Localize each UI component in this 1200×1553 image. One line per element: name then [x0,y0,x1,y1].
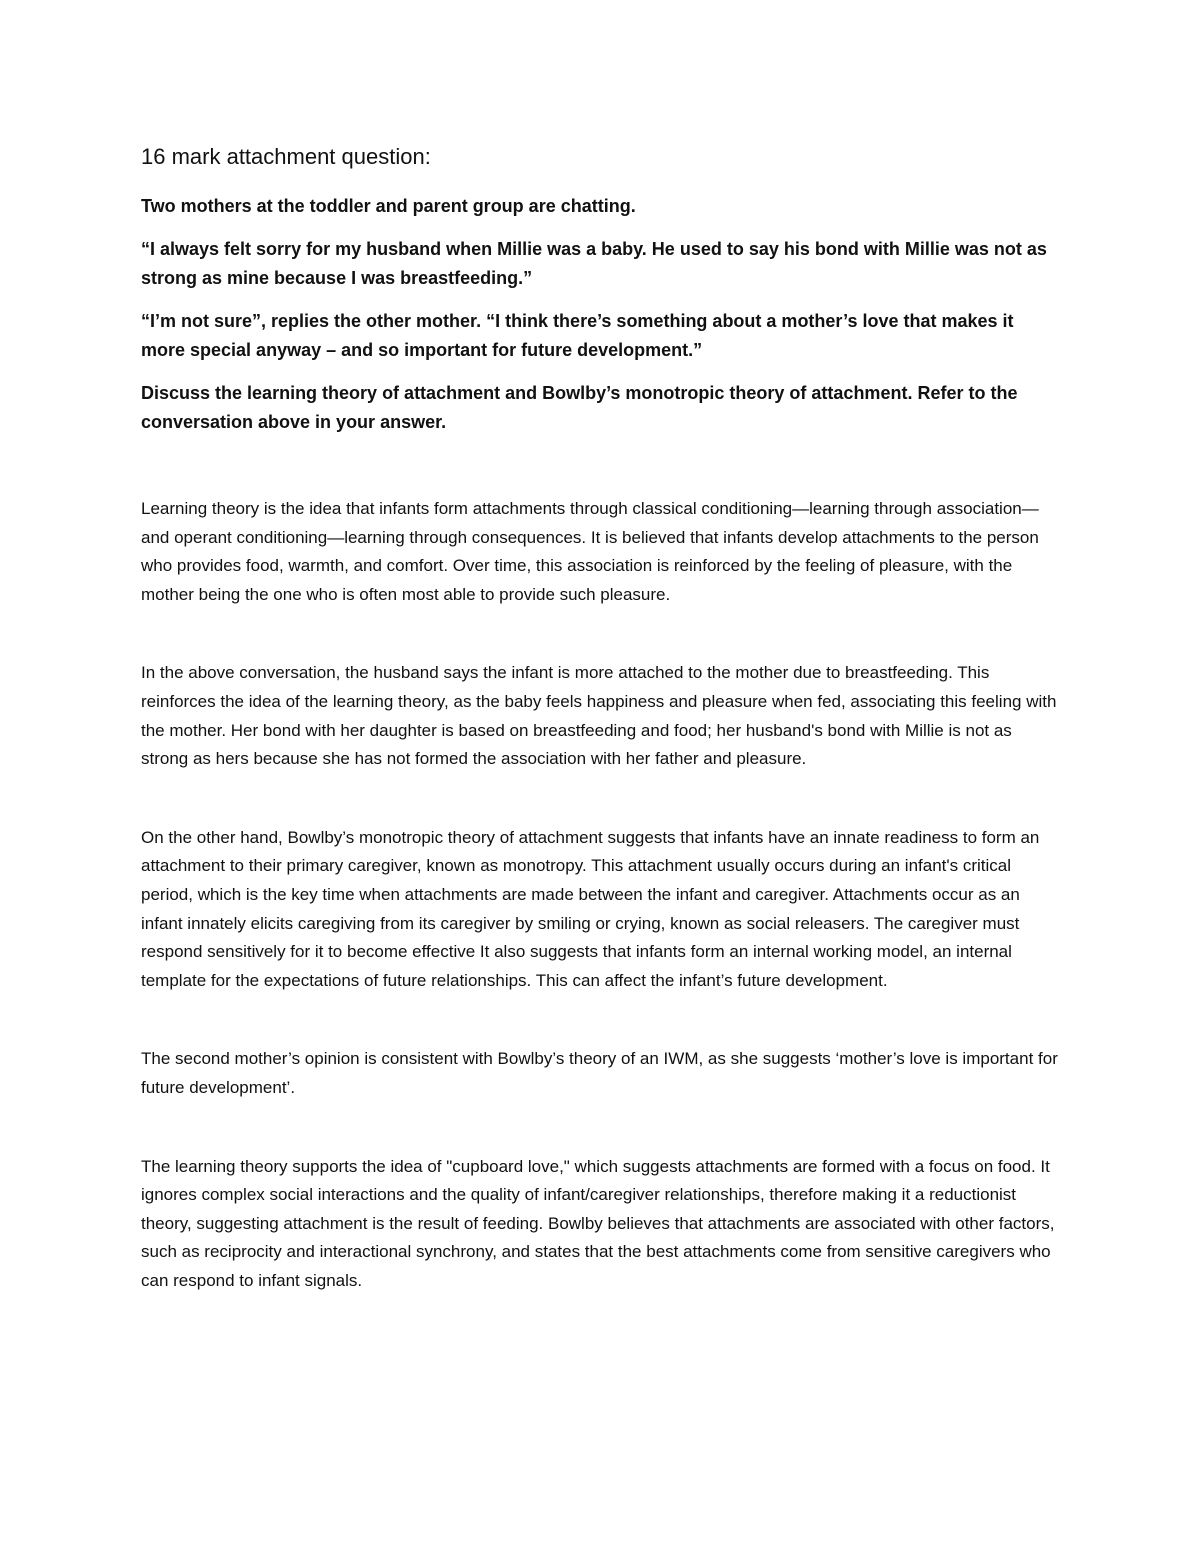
answer-paragraph-evaluation: The learning theory supports the idea of "cupboard love," which suggests attachments are formed with a focus on food. It ignores complex social interactions and the quality of infant/caregiver relationships, therefore making it a reductionist theory, suggesting attachment is the result of feeding. Bowlby believes that attachments are associated with other factors, such as reciprocity and interactional synchrony, and states that the best attachments come from sensitive caregivers who can respond to infant signals. [141,1156,1055,1290]
question-intro: Two mothers at the toddler and parent group are chatting. [141,196,636,216]
answer-paragraph-learning-theory: Learning theory is the idea that infants form attachments through classical conditioning—learning through association—and operant conditioning—learning through consequences. It is believed that infants develop attachments to the person who provides food, warmth, and comfort. Over time, this association is reinforced by the feeling of pleasure, with the mother being the one who is often most able to provide such pleasure. [141,499,1039,604]
question-quote-first-mother: “I always felt sorry for my husband when Millie was a baby. He used to say his bond with Millie was not as strong as mine because I was breastfeeding.” [141,239,1047,288]
question-quote-second-mother: “I’m not sure”, replies the other mother. “I think there’s something about a mother’s love that makes it more special anyway – and so important for future development.” [141,311,1014,360]
page-title: 16 mark attachment question: [141,144,431,169]
document-body [141,140,1061,1345]
answer-paragraph-application: In the above conversation, the husband says the infant is more attached to the mother due to breastfeeding. This reinforces the idea of the learning theory, as the baby feels happiness and pleasure when fed, associating this feeling with the mother. Her bond with her daughter is based on breastfeeding and food; her husband's bond with Millie is not as strong as hers because she has not formed the association with her father and pleasure. [141,663,1057,769]
question-prompt: Discuss the learning theory of attachment and Bowlby’s monotropic theory of attachment. Refer to the conversation above in your answer. [141,383,1018,432]
section-spacer [141,451,1061,495]
answer-paragraph-bowlby: On the other hand, Bowlby’s monotropic theory of attachment suggests that infants have an innate readiness to form an attachment to their primary caregiver, known as monotropy. This attachment usually occurs during an infant's critical period, which is the key time when attachments are made between the infant and caregiver. Attachments occur as an infant innately elicits caregiving from its caregiver by smiling or crying, known as social releasers. The caregiver must respond sensitively for it to become effective It also suggests that infants form an internal working model, an internal template for the expectations of future relationships. This can affect the infant’s future development. [141,827,1040,990]
answer-paragraph-iwm: The second mother’s opinion is consistent with Bowlby’s theory of an IWM, as she suggests ‘mother’s love is important for future development’. [141,1049,1058,1097]
